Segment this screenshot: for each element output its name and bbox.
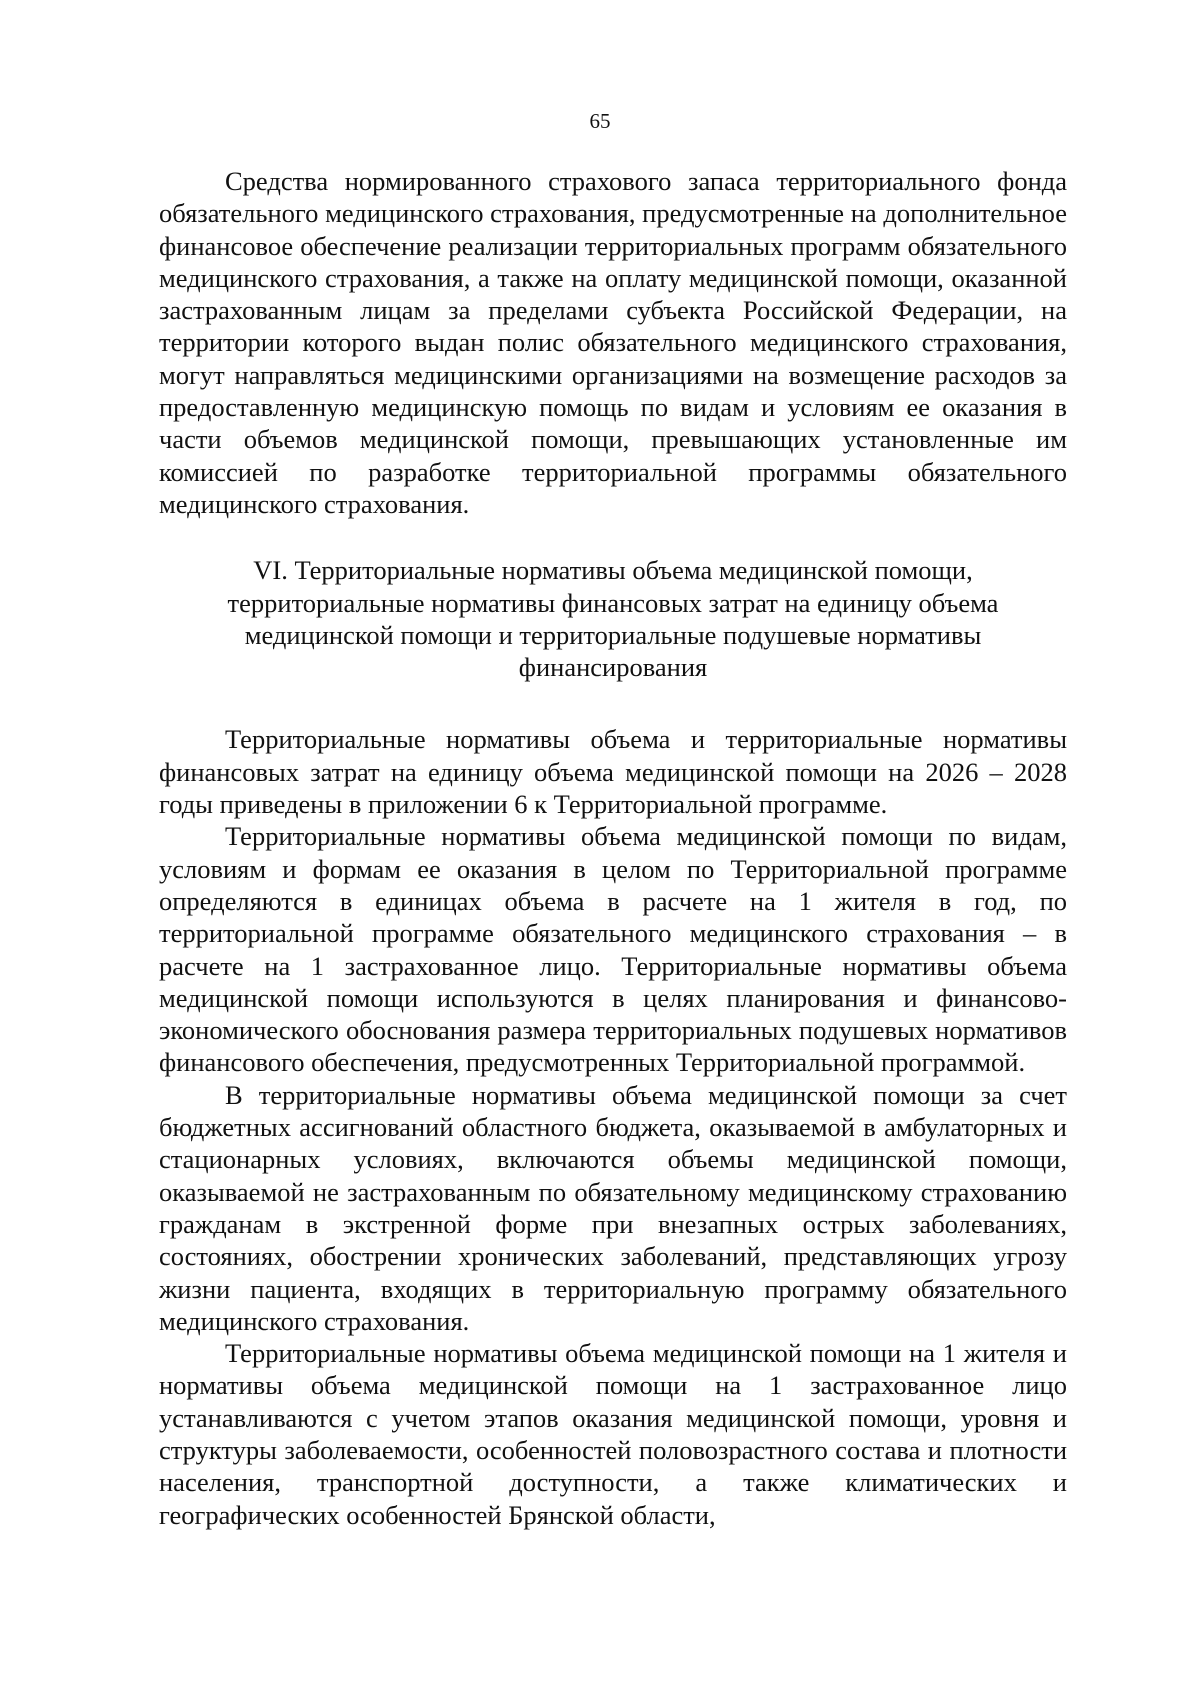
paragraph-budget-norms: В территориальные нормативы объема медицинской помощи за счет бюджетных ассигнований областного бюджета, оказываемой в амбулаторных и стационарных условиях, включаются объемы медицинской помощи, оказываемой не застрахованным по обязательному медицинскому страхованию гражданам в экстренной форме при внезапных острых заболеваниях, состояниях, обострении хронических заболеваний, представляющих угрозу жизни пациента, входящих в территориальную программу обязательного медицинского страхования. (159, 1079, 1067, 1336)
paragraph-insurance-reserve: Средства нормированного страхового запаса территориального фонда обязательного медицинского страхования, предусмотренные на дополнительное финансовое обеспечение реализации территориальных программ обязательного медицинского страхования, а также на оплату медицинской помощи, оказанной застрахованным лицам за пределами субъекта Российской Федерации, на территории которого выдан полис обязательного медицинского страхования, могут направляться медицинскими организациями на возмещение расходов за предоставленную медицинскую помощь по видам и условиям ее оказания в части объемов медицинской помощи, превышающих установленные им комиссией по разработке территориальной программы обязательного медицинского страхования. (159, 166, 1067, 519)
paragraph-norms-factors: Территориальные нормативы объема медицинской помощи на 1 жителя и нормативы объема медицинской помощи на 1 застрахованное лицо устанавливаются с учетом этапов оказания медицинской помощи, уровня и структуры заболеваемости, особенностей половозрастного состава и плотности населения, транспортной доступности, а также климатических и географических особенностей Брянской области, (159, 1338, 1067, 1530)
section-heading-line: медицинской помощи и территориальные подушевые нормативы (244, 619, 982, 650)
section-heading-line: территориальные нормативы финансовых затрат на единицу объема (227, 587, 999, 618)
section-heading-line: VI. Территориальные нормативы объема медицинской помощи, (253, 555, 973, 586)
section-heading (159, 554, 1067, 683)
document-body (159, 165, 1067, 1531)
paragraph-norms-appendix: Территориальные нормативы объема и территориальные нормативы финансовых затрат на единицу объема медицинской помощи на 2026 – 2028 годы приведены в приложении 6 к Территориальной программе. (159, 724, 1067, 820)
page-number: 65 (589, 109, 611, 133)
section-heading-line: финансирования (518, 652, 708, 683)
paragraph-volume-norms: Территориальные нормативы объема медицинской помощи по видам, условиям и формам ее оказания в целом по Территориальной программе определяются в единицах объема в расчете на 1 жителя в год, по территориальной программе обязательного медицинского страхования – в расчете на 1 застрахованное лицо. Территориальные нормативы объема медицинской помощи используются в целях планирования и финансово-экономического обоснования размера территориальных подушевых нормативов финансового обеспечения, предусмотренных Территориальной программой. (159, 821, 1067, 1078)
